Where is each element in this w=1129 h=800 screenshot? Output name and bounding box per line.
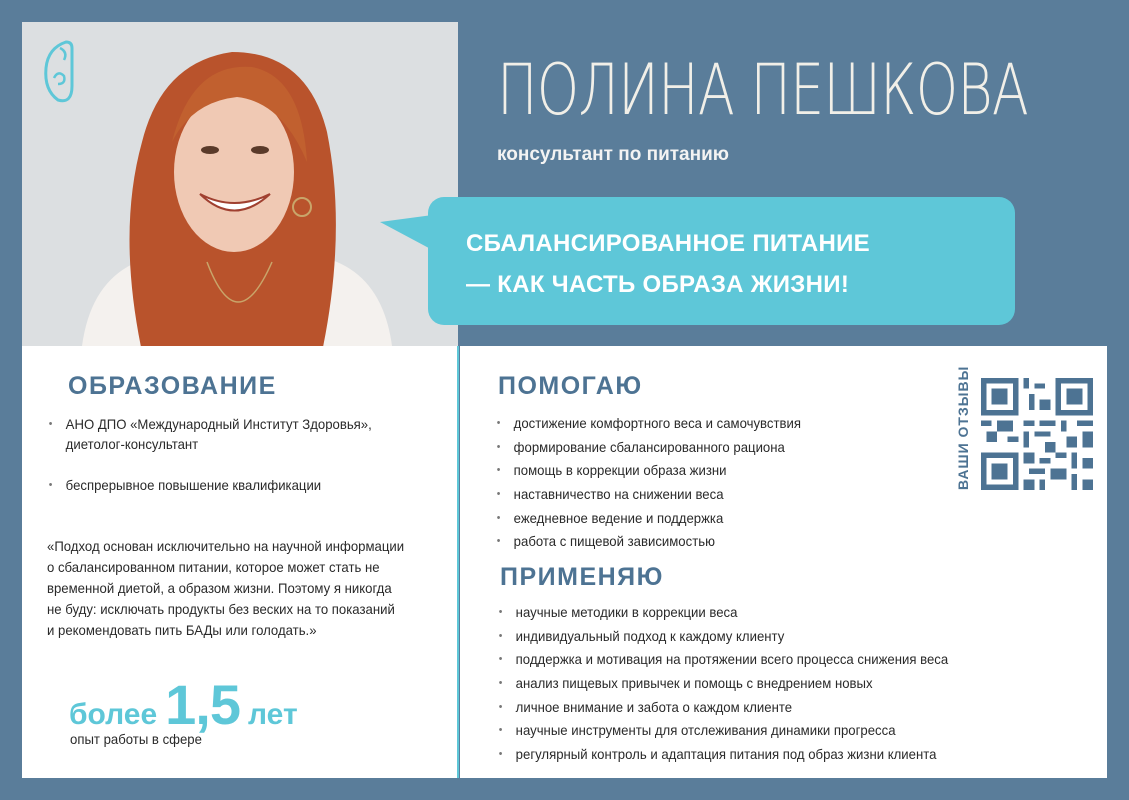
quote-line: и рекомендовать пить БАДы или голодать.» — [47, 622, 317, 638]
applies-item: • поддержка и мотивация на протяжении всего процесса снижения веса — [495, 648, 948, 672]
philosophy-quote — [47, 536, 442, 641]
person-name: ПОЛИНА ПЕШКОВА — [497, 49, 1028, 131]
education-item: • беспрерывное повышение квалификации — [45, 475, 321, 495]
quote-line: временной диетой, а образом жизни. Поэтому я никогда — [47, 580, 392, 596]
education-item-continuation: диетолог-консультант — [65, 436, 199, 452]
experience-caption: опыт работы в сфере — [70, 731, 202, 747]
person-role: консультант по питанию — [497, 144, 730, 165]
applies-item: • регулярный контроль и адаптация питания под образ жизни клиента — [495, 743, 948, 767]
applies-item: • личное внимание и забота о каждом клиенте — [495, 696, 948, 720]
applies-item: • научные методики в коррекции веса — [495, 601, 948, 625]
applies-item: • анализ пищевых привычек и помощь с внедрением новых — [495, 672, 948, 696]
applies-item: • индивидуальный подход к каждому клиенту — [495, 625, 948, 649]
slogan-line-2: — КАК ЧАСТЬ ОБРАЗА ЖИЗНИ! — [466, 271, 850, 298]
helps-title: ПОМОГАЮ — [498, 372, 643, 400]
helps-list — [493, 412, 821, 554]
quote-line: не буду: исключать продукты без веских на то показаний — [47, 601, 395, 617]
experience-prefix: более — [69, 698, 158, 731]
helps-item: • формирование сбалансированного рациона — [493, 436, 801, 460]
education-list — [45, 414, 393, 454]
qr-code-icon[interactable] — [981, 378, 1093, 490]
brand-logo-icon — [38, 38, 78, 108]
applies-title: ПРИМЕНЯЮ — [500, 563, 664, 591]
experience-suffix: лет — [248, 698, 298, 731]
slogan-line-1: СБАЛАНСИРОВАННОЕ ПИТАНИЕ — [466, 230, 870, 257]
column-divider — [457, 346, 459, 778]
education-title: ОБРАЗОВАНИЕ — [68, 372, 277, 400]
education-item: • АНО ДПО «Международный Институт Здоровья», — [45, 414, 372, 434]
applies-list — [495, 601, 977, 767]
helps-item: • наставничество на снижении веса — [493, 483, 801, 507]
quote-line: о сбалансированном питании, которое может стать не — [47, 559, 380, 575]
helps-item: • работа с пищевой зависимостью — [493, 530, 801, 554]
experience-highlight — [69, 672, 298, 737]
helps-item: • ежедневное ведение и поддержка — [493, 507, 801, 531]
slogan-text — [466, 223, 870, 305]
quote-line: «Подход основан исключительно на научной информации — [47, 538, 405, 554]
qr-label: ВАШИ ОТЗЫВЫ — [955, 365, 971, 490]
education-list-2 — [45, 475, 339, 495]
helps-item: • помощь в коррекции образа жизни — [493, 459, 801, 483]
experience-number: 1,5 — [165, 673, 240, 736]
portrait-photo — [22, 22, 458, 346]
portrait-image — [22, 22, 458, 346]
helps-item: • достижение комфортного веса и самочувствия — [493, 412, 801, 436]
slogan-bubble — [428, 197, 1015, 325]
applies-item: • научные инструменты для отслеживания динамики прогресса — [495, 719, 948, 743]
